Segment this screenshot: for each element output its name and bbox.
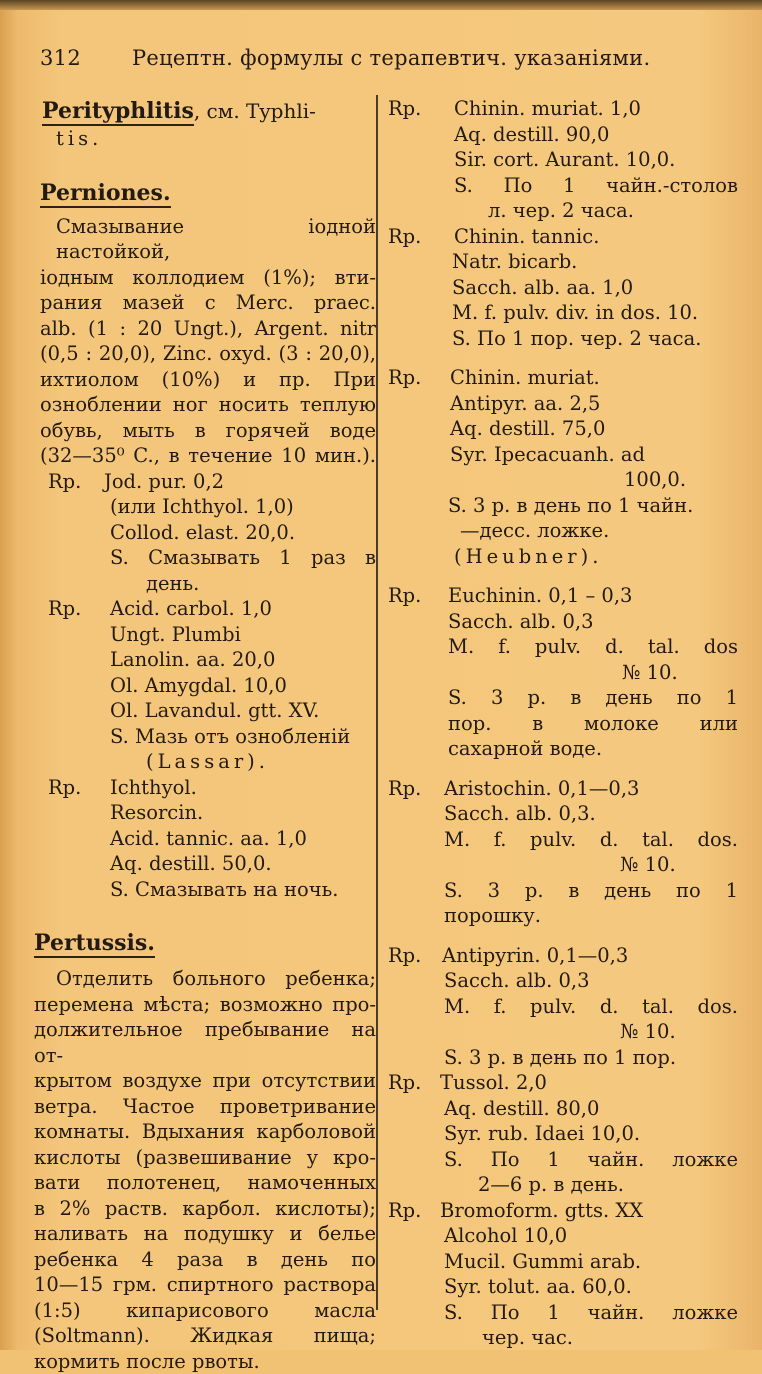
heading-perityphlitis	[34, 96, 376, 126]
text-line: ребенка 4 раза в день по	[34, 1247, 376, 1273]
text-line: S. Мазь отъ ознобленій	[34, 724, 376, 750]
text-line: M. f. pulv. d. tal. dos.	[388, 994, 738, 1020]
text-line: (Soltmann). Жидкая пища;	[34, 1323, 376, 1349]
text-line	[388, 1198, 738, 1224]
text-line: S. 3 р. в день по 1	[388, 685, 738, 711]
text-line	[34, 596, 376, 622]
text-line: Tussol. 2,0	[388, 1071, 547, 1094]
text-line: кормить после рвоты.	[34, 1349, 376, 1374]
prescription	[388, 96, 738, 224]
text-line: Mucil. Gummi arab.	[388, 1249, 738, 1275]
text-line: комнаты. Вдыхания карболовой	[34, 1119, 376, 1145]
text-line: Aq. destill. 75,0	[388, 416, 738, 442]
column-divider	[376, 95, 378, 1310]
text-line	[388, 96, 738, 122]
text-line: Collod. elast. 20,0.	[34, 520, 376, 546]
text-line: Syr. tolut. aa. 60,0.	[388, 1274, 738, 1300]
text-line: , см. Typhli-	[194, 99, 316, 123]
text-line: № 10.	[388, 1019, 738, 1045]
text-line	[388, 1070, 738, 1096]
prescription	[388, 1070, 738, 1198]
text-line: обувь, мыть в горячей воде	[34, 418, 376, 444]
text-line: Sacch. alb. aa. 1,0	[388, 275, 738, 301]
text-line: S. По 1 пор. чер. 2 часа.	[388, 326, 738, 352]
text-line: порошку.	[388, 903, 738, 929]
text-line: 2—6 р. в день.	[388, 1172, 738, 1198]
rp-label: Rp.	[48, 469, 81, 495]
text-line: в 2% раств. карбол. кислоты);	[34, 1196, 376, 1222]
text-line: Sacch. alb. 0,3	[388, 968, 738, 994]
text-line: Aq. destill. 50,0.	[34, 851, 376, 877]
text-line: 10—15 грм. спиртного раствора	[34, 1272, 376, 1298]
prescription	[388, 365, 738, 569]
text-line: Ol. Lavandul. gtt. XV.	[34, 698, 376, 724]
text-line: № 10.	[388, 852, 738, 878]
rp-label: Rp.	[388, 583, 421, 609]
text-line: вати полотенец, намоченных	[34, 1170, 376, 1196]
left-column	[34, 96, 376, 1374]
text-line: Aq. destill. 80,0	[388, 1096, 738, 1122]
text-line: alb. (1 : 20 Ungt.), Argent. nitr	[34, 316, 376, 342]
text-line: M. f. pulv. d. tal. dos.	[388, 827, 738, 853]
right-column	[388, 96, 738, 1351]
text-line: перемена мѣста; возможно про-	[34, 992, 376, 1018]
text-line: Antipyrin. 0,1—0,3	[388, 944, 628, 967]
heading-perniones	[34, 178, 376, 208]
prescription	[388, 583, 738, 762]
text-line: Alcohol 10,0	[388, 1223, 738, 1249]
text-line: (0,5 : 20,0), Zinc. oxyd. (3 : 20,0),	[34, 341, 376, 367]
text-line: Ungt. Plumbi	[34, 622, 376, 648]
text-line: № 10.	[388, 660, 738, 686]
text-line: Jod. pur. 0,2	[34, 470, 224, 493]
text-line: Смазывание іодной настойкой,	[34, 214, 376, 265]
rp-label: Rp.	[388, 96, 421, 122]
text-line: Sacch. alb. 0,3.	[388, 801, 738, 827]
perityphlitis-cont: tis.	[34, 126, 376, 152]
text-line	[388, 583, 738, 609]
rp-label: Rp.	[48, 596, 81, 622]
text-line: S. Смазывать на ночь.	[34, 877, 376, 903]
text-line: Lanolin. aa. 20,0	[34, 647, 376, 673]
rp-label: Rp.	[388, 365, 421, 391]
text-line: S. 3 р. в день по 1 чайн.	[388, 493, 738, 519]
text-line	[388, 943, 738, 969]
text-line: —десс. ложке.	[388, 518, 738, 544]
text-line	[388, 351, 738, 365]
text-line: Ol. Amygdal. 10,0	[34, 673, 376, 699]
text-line: S. 3 р. в день по 1 пор.	[388, 1045, 738, 1071]
rp-label: Rp.	[388, 1070, 421, 1096]
text-line: Natr. bicarb.	[388, 249, 738, 275]
text-line: кислоты (развешивание у кро-	[34, 1145, 376, 1171]
text-line: S. По 1 чайн. ложке	[388, 1147, 738, 1173]
text-line: Aristochin. 0,1—0,3	[388, 777, 639, 800]
text-line	[388, 224, 738, 250]
text-line	[388, 929, 738, 943]
text-line: Chinin. muriat.	[388, 366, 600, 389]
text-line: 100,0.	[388, 467, 738, 493]
page-number: 312	[40, 46, 81, 70]
rp-label: Rp.	[388, 943, 421, 969]
text-line: іодным коллодием (1%); вти-	[34, 265, 376, 291]
heading-pertussis	[34, 928, 376, 958]
text-line: S. 3 р. в день по 1	[388, 878, 738, 904]
text-line: Chinin. muriat. 1,0	[388, 97, 641, 120]
text-line: (Heubner).	[388, 544, 738, 570]
text-line: пор. в молоке или	[388, 711, 738, 737]
text-line: Sacch. alb. 0,3	[388, 609, 738, 635]
rp-label: Rp.	[388, 776, 421, 802]
text-line	[34, 775, 376, 801]
text-line	[34, 958, 376, 966]
text-line: Perityphlitis	[42, 98, 194, 126]
text-line: M. f. pulv. div. in dos. 10.	[388, 300, 738, 326]
text-line: Acid. carbol. 1,0	[34, 597, 272, 620]
text-line: Sir. cort. Aurant. 10,0.	[388, 147, 738, 173]
rp-label: Rp.	[388, 224, 421, 250]
text-line: л. чер. 2 часа.	[388, 198, 738, 224]
text-line: ихтиолом (10%) и пр. При	[34, 367, 376, 393]
text-line: Ichthyol.	[34, 776, 197, 799]
rp-label: Rp.	[388, 1198, 421, 1224]
text-line: чер. час.	[388, 1325, 738, 1351]
text-line: Pertussis.	[34, 930, 155, 958]
running-title: Рецептн. формулы с терапевтич. указаніями.	[132, 46, 650, 70]
text-line: должительное пребывание на от-	[34, 1017, 376, 1068]
text-line	[388, 762, 738, 776]
text-line: Euchinin. 0,1 – 0,3	[388, 584, 632, 607]
text-line: ветра. Частое проветривание	[34, 1094, 376, 1120]
prescription	[34, 469, 376, 597]
text-line	[388, 776, 738, 802]
prescription	[388, 224, 738, 352]
text-line: M. f. pulv. d. tal. dos	[388, 634, 738, 660]
text-line	[34, 902, 376, 928]
text-line: Aq. destill. 90,0	[388, 122, 738, 148]
text-line: (или Ichthyol. 1,0)	[34, 494, 376, 520]
text-line: наливать на подушку и белье	[34, 1221, 376, 1247]
text-line: крытом воздухе при отсутствии	[34, 1068, 376, 1094]
text-line: Chinin. tannic.	[388, 225, 599, 248]
text-line	[388, 569, 738, 583]
text-line: (1:5) кипарисового масла	[34, 1298, 376, 1324]
text-line: Acid. tannic. aa. 1,0	[34, 826, 376, 852]
text-line: (32—35⁰ C., в течение 10 мин.).	[34, 443, 376, 469]
text-line: Отделить больного ребенка;	[34, 966, 376, 992]
text-line: Syr. Ipecacuanh. ad	[388, 442, 738, 468]
text-line: (Lassar).	[34, 749, 376, 775]
text-line	[34, 152, 376, 178]
text-line: Bromoform. gtts. XX	[388, 1199, 643, 1222]
text-line: S. По 1 чайн.-столов	[388, 173, 738, 199]
text-line: S. По 1 чайн. ложке	[388, 1300, 738, 1326]
text-line	[388, 365, 738, 391]
page-header	[40, 46, 740, 70]
text-line: Antipyr. aa. 2,5	[388, 391, 738, 417]
rp-label: Rp.	[48, 775, 81, 801]
prescription	[388, 943, 738, 1071]
text-line: рания мазей с Merc. praec.	[34, 290, 376, 316]
text-line: Resorcin.	[34, 800, 376, 826]
page-top-edge	[0, 0, 762, 10]
text-line: Syr. rub. Idaei 10,0.	[388, 1121, 738, 1147]
prescription	[34, 775, 376, 903]
prescription	[388, 776, 738, 929]
text-line: день.	[34, 571, 376, 597]
text-line: озноблении ног носить теплую	[34, 392, 376, 418]
text-line: S. Смазывать 1 раз в	[34, 545, 376, 571]
text-line: сахарной воде.	[388, 736, 738, 762]
text-line	[34, 469, 376, 495]
text-line: Perniones.	[40, 180, 171, 208]
prescription	[388, 1198, 738, 1351]
prescription	[34, 596, 376, 775]
